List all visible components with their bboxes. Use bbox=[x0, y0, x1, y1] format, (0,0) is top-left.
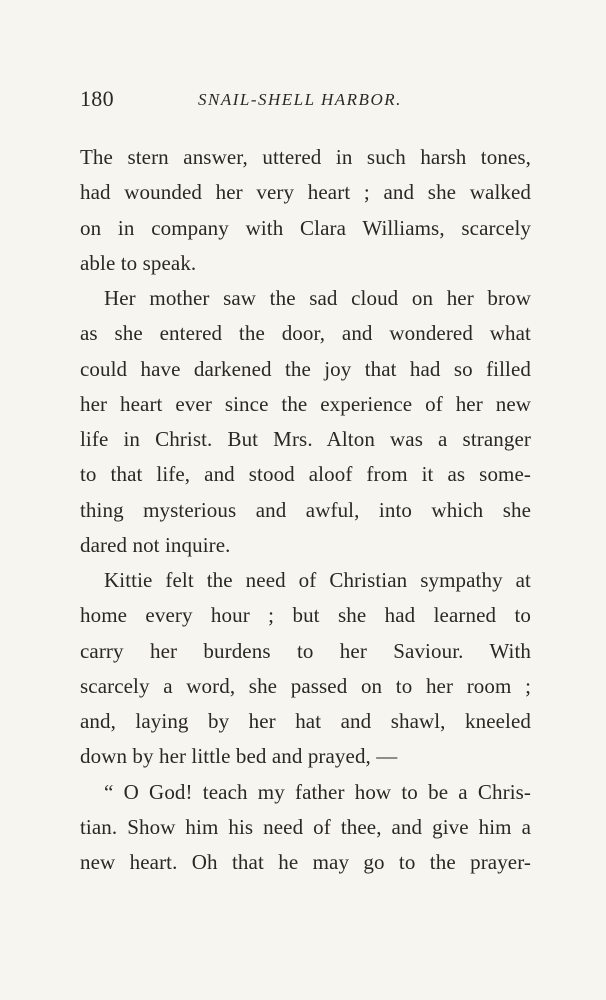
text-line: her heart ever since the experience of her new bbox=[80, 391, 531, 416]
page-header bbox=[80, 86, 526, 112]
running-title: SNAIL-SHELL HARBOR. bbox=[198, 90, 402, 109]
text-line: on in company with Clara Williams, scarcely bbox=[80, 215, 531, 240]
text-line: Kittie felt the need of Christian sympathy at bbox=[104, 568, 531, 592]
text-line: tian. Show him his need of thee, and give him a bbox=[80, 814, 531, 839]
text-line: “ O God! teach my father how to be a Chris- bbox=[104, 779, 531, 804]
text-line: carry her burdens to her Saviour. With bbox=[80, 638, 531, 663]
text-line: The stern answer, uttered in such harsh tones, bbox=[80, 145, 531, 169]
text-line: home every hour ; but she had learned to bbox=[80, 603, 531, 628]
text-line: able to speak. bbox=[80, 250, 197, 275]
text-line: thing mysterious and awful, into which she bbox=[80, 497, 531, 522]
body-text bbox=[80, 140, 531, 880]
text-line: scarcely a word, she passed on to her room ; bbox=[80, 673, 531, 698]
page-number: 180 bbox=[80, 86, 114, 111]
text-line: and, laying by her hat and shawl, kneeled bbox=[80, 709, 531, 733]
text-line: new heart. Oh that he may go to the prayer- bbox=[80, 850, 531, 874]
text-line: had wounded her very heart ; and she walked bbox=[80, 180, 531, 205]
text-line: dared not inquire. bbox=[80, 532, 231, 557]
text-line: to that life, and stood aloof from it as some- bbox=[80, 462, 531, 487]
text-line: could have darkened the joy that had so filled bbox=[80, 356, 531, 381]
text-line: down by her little bed and prayed, — bbox=[80, 744, 398, 769]
text-line: Her mother saw the sad cloud on her brow bbox=[104, 286, 531, 310]
text-line: life in Christ. But Mrs. Alton was a stranger bbox=[80, 427, 531, 451]
text-line: as she entered the door, and wondered what bbox=[80, 321, 531, 346]
